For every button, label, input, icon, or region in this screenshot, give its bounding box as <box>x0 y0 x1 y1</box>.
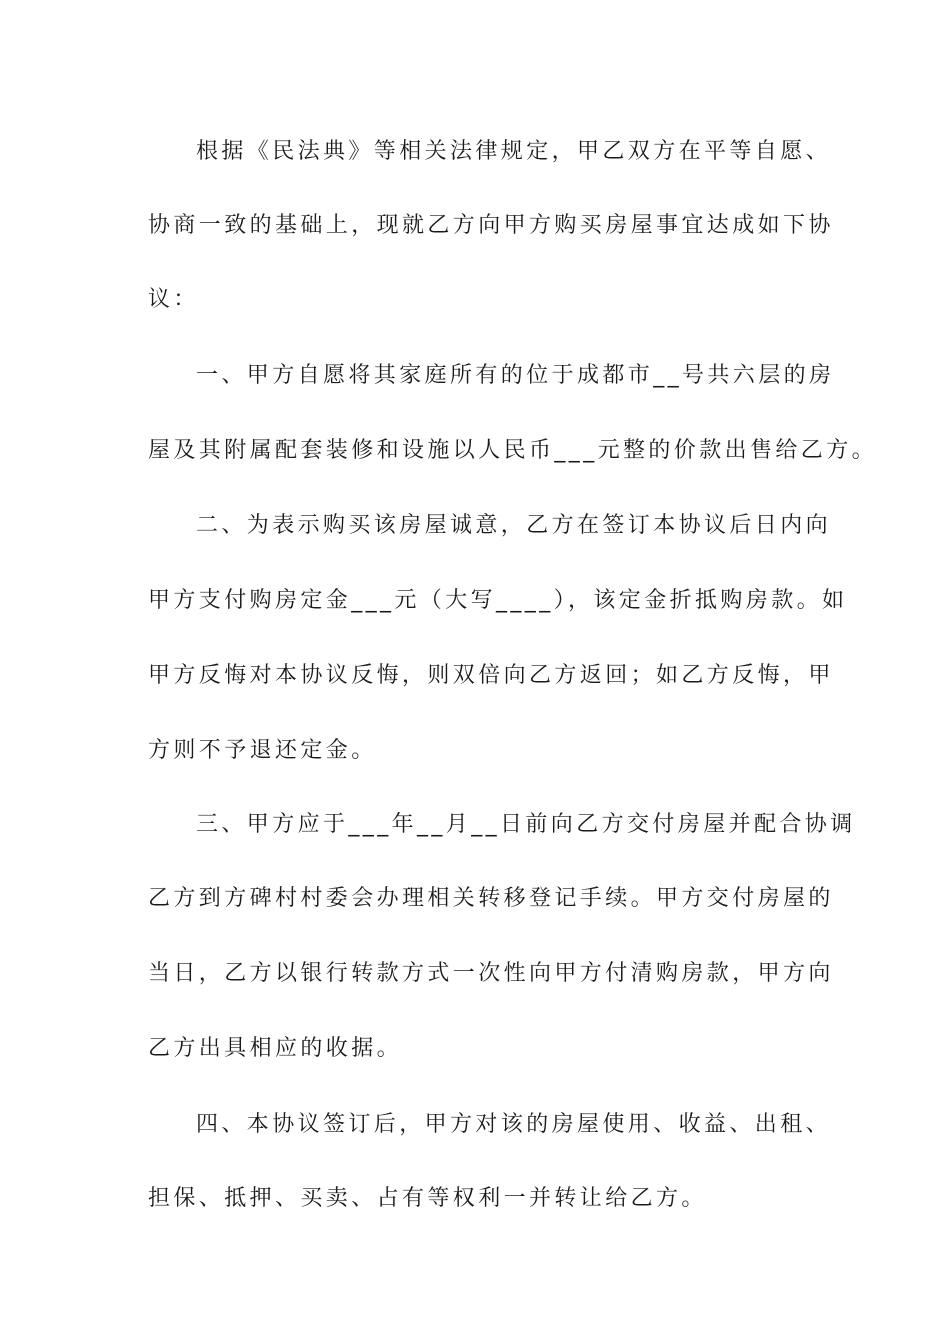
text-line: 甲方支付购房定金___元（大写____），该定金折抵购房款。如 <box>148 588 848 613</box>
text-line: 协商一致的基础上，现就乙方向甲方购买房屋事宜达成如下协 <box>148 213 834 238</box>
text-line: 方则不予退还定金。 <box>148 738 377 763</box>
text-line: 乙方到方碑村村委会办理相关转移登记手续。甲方交付房屋的 <box>148 886 834 911</box>
text-line: 一、甲方自愿将其家庭所有的位于成都市__号共六层的房 <box>196 363 835 388</box>
text-line: 四、本协议签订后，甲方对该的房屋使用、收益、出租、 <box>196 1112 832 1137</box>
text-line: 议： <box>148 287 199 312</box>
text-line: 当日，乙方以银行转款方式一次性向甲方付清购房款，甲方向 <box>148 961 834 986</box>
text-line: 根据《民法典》等相关法律规定，甲乙双方在平等自愿、 <box>196 139 832 164</box>
text-line: 担保、抵押、买卖、占有等权利一并转让给乙方。 <box>148 1186 707 1211</box>
text-line: 屋及其附属配套装修和设施以人民币___元整的价款出售给乙方。 <box>148 438 878 463</box>
text-line: 乙方出具相应的收据。 <box>148 1036 403 1061</box>
text-line: 三、甲方应于___年__月__日前向乙方交付房屋并配合协调 <box>196 812 856 837</box>
text-line: 甲方反悔对本协议反悔，则双倍向乙方返回；如乙方反悔，甲 <box>148 663 834 688</box>
text-line: 二、为表示购买该房屋诚意，乙方在签订本协议后日内向 <box>196 513 832 538</box>
